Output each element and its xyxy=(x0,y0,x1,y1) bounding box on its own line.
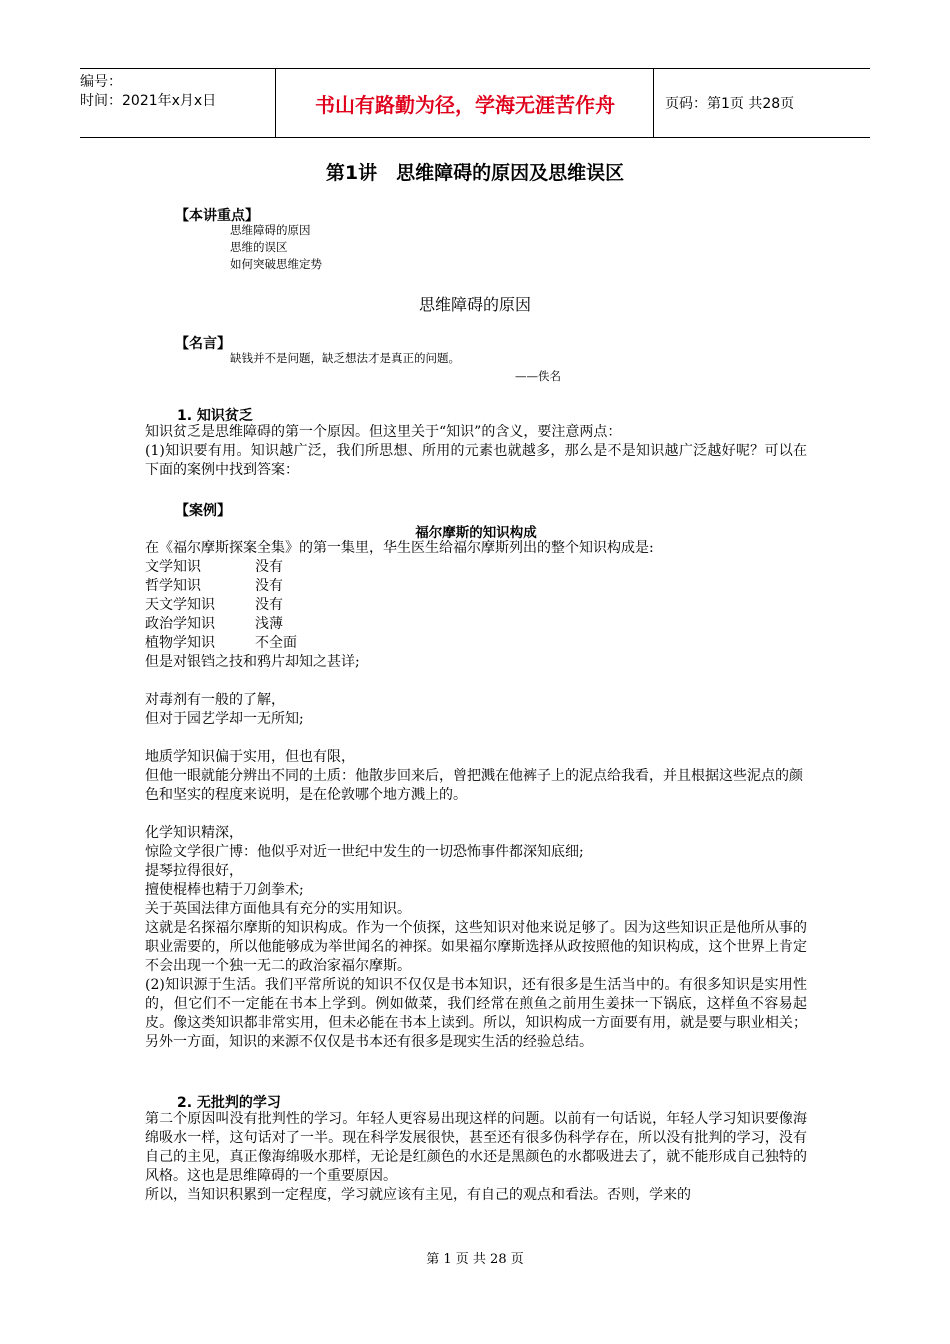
section-1-paragraph-1: 知识贫乏是思维障碍的第一个原因。但这里关于“知识”的含义，要注意两点： xyxy=(145,424,622,440)
case-line: 化学知识精深， xyxy=(145,825,243,841)
knowledge-row: 植物学知识 不全面 xyxy=(145,635,297,651)
case-line: 提琴拉得很好， xyxy=(145,863,243,879)
page-header xyxy=(80,68,870,138)
knowledge-row: 政治学知识 浅薄 xyxy=(145,616,283,632)
case-label: 【案例】 xyxy=(175,503,231,519)
case-line: 但对于园艺学却一无所知; xyxy=(145,711,304,727)
time-label: 时间：2021年x月x日 xyxy=(80,93,217,109)
quote-author: ——佚名 xyxy=(515,369,561,383)
case-line: 惊险文学很广博：他似乎对近一世纪中发生的一切恐怖事件都深知底细; xyxy=(145,844,584,860)
knowledge-row: 哲学知识 没有 xyxy=(145,578,283,594)
knowledge-row: 文学知识 没有 xyxy=(145,559,283,575)
key-points-list xyxy=(230,222,322,273)
section-1-heading: 1. 知识贫乏 xyxy=(177,408,253,424)
after-case-paragraph-2: (2)知识源于生活。我们平常所说的知识不仅仅是书本知识，还有很多是生活当中的。有很多知识是实用性的，但它们不一定能在书本上学到。例如做菜，我们经常在煎鱼之前用生姜抹一下锅底，这样鱼不容易起皮。像这类知识都非常实用，但未必能在书本上读到。所以，知识构成一方面要有用，就是要与职业相关；另外一方面，知识的来源不仅仅是书本还有很多是现实生活的经验总结。 xyxy=(145,977,807,1050)
header-meta xyxy=(80,69,276,137)
number-label: 编号： xyxy=(80,74,122,90)
case-title: 福尔摩斯的知识构成 xyxy=(415,525,537,541)
case-body xyxy=(145,539,807,1052)
key-point-item: 思维的误区 xyxy=(230,240,288,254)
section-1-paragraph-2: (1)知识要有用。知识越广泛，我们所思想、所用的元素也就越多，那么是不是知识越广泛越好呢？可以在下面的案例中找到答案： xyxy=(145,443,807,478)
case-intro: 在《福尔摩斯探案全集》的第一集里，华生医生给福尔摩斯列出的整个知识构成是: xyxy=(145,540,654,556)
case-line: 关于英国法律方面他具有充分的实用知识。 xyxy=(145,901,411,917)
after-case-paragraph-1: 这就是名探福尔摩斯的知识构成。作为一个侦探，这些知识对他来说足够了。因为这些知识正是他所从事的职业需要的，所以他能够成为举世闻名的神探。如果福尔摩斯选择从政按照他的知识构成，这个世界上肯定不会出现一个独一无二的政治家福尔摩斯。 xyxy=(145,920,807,974)
quote-label: 【名言】 xyxy=(175,336,231,352)
section-title: 思维障碍的原因 xyxy=(418,295,531,314)
case-line: 对毒剂有一般的了解， xyxy=(145,692,285,708)
header-page-info: 页码：第1页 共28页 xyxy=(665,96,795,112)
section-2-paragraph-1: 第二个原因叫没有批判性的学习。年轻人更容易出现这样的问题。以前有一句话说，年轻人学习知识要像海绵吸水一样，这句话对了一半。现在科学发展很快，甚至还有很多伪科学存在，所以没有批判的学习，没有自己的主见，真正像海绵吸水那样，无论是红颜色的水还是黑颜色的水都吸进去了，就不能形成自己独特的风格。这也是思维障碍的一个重要原因。 xyxy=(145,1111,807,1184)
section-2-paragraph-2: 所以，当知识积累到一定程度，学习就应该有主见，有自己的观点和看法。否则，学来的 xyxy=(145,1187,691,1203)
header-motto: 书山有路勤为径，学海无涯苦作舟 xyxy=(277,69,654,137)
key-point-item: 思维障碍的原因 xyxy=(230,223,311,237)
page-footer: 第 1 页 共 28 页 xyxy=(426,1252,524,1267)
page-title: 第1讲 思维障碍的原因及思维误区 xyxy=(325,162,625,184)
key-points-label: 【本讲重点】 xyxy=(175,208,259,224)
knowledge-row: 天文学知识 没有 xyxy=(145,597,283,613)
quote-text: 缺钱并不是问题，缺乏想法才是真正的问题。 xyxy=(230,351,460,365)
section-2-heading: 2. 无批判的学习 xyxy=(177,1095,281,1111)
case-line: 但他一眼就能分辨出不同的土质：他散步回来后，曾把溅在他裤子上的泥点给我看，并且根据这些泥点的颜色和坚实的程度来说明，是在伦敦哪个地方溅上的。 xyxy=(145,768,803,803)
key-point-item: 如何突破思维定势 xyxy=(230,257,322,271)
case-line: 擅使棍棒也精于刀剑拳术; xyxy=(145,882,304,898)
case-line: 地质学知识偏于实用，但也有限， xyxy=(145,749,355,765)
case-line: 但是对银铛之技和鸦片却知之甚详; xyxy=(145,654,360,670)
section-2-body xyxy=(145,1110,807,1205)
